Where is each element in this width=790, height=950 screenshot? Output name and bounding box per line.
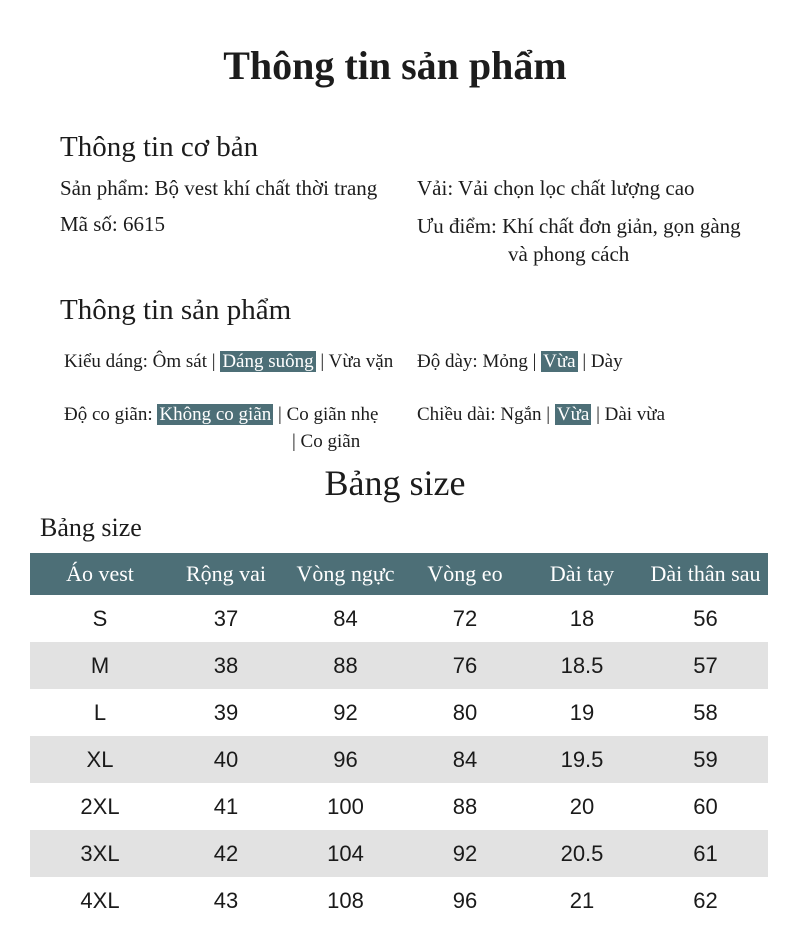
table-cell: 4XL	[80, 887, 120, 913]
table-cell: 100	[327, 793, 364, 819]
table-cell: 20	[569, 793, 595, 819]
fabric-info: Vải: Vải chọn lọc chất lượng cao	[417, 176, 695, 200]
table-cell: 58	[693, 699, 718, 725]
advantage-line-2: và phong cách	[508, 242, 630, 266]
length-label: Chiều dài:	[417, 404, 501, 425]
table-cell: XL	[30, 736, 170, 783]
table-cell: 20.5	[521, 830, 643, 877]
table-cell: 18.5	[521, 642, 643, 689]
length-option-medium: Dài vừa	[604, 404, 666, 425]
separator: |	[315, 351, 329, 372]
style-label: Kiểu dáng:	[64, 351, 153, 372]
style-row	[64, 351, 393, 373]
stretch-option-slight: Co giãn nhẹ	[286, 404, 379, 425]
table-cell: 104	[282, 830, 409, 877]
thickness-option-thick: Dày	[590, 351, 623, 372]
table-cell: 38	[170, 642, 282, 689]
table-cell: 61	[643, 830, 768, 877]
table-cell: 18	[569, 605, 595, 631]
thickness-row	[417, 351, 623, 373]
table-cell: 21	[569, 887, 595, 913]
table-cell: S	[92, 605, 108, 631]
style-option-regular: Vừa vặn	[328, 351, 394, 372]
stretch-label: Độ co giãn:	[64, 404, 158, 425]
header-size: Áo vest	[30, 553, 170, 595]
table-cell: 42	[170, 830, 282, 877]
table-cell: 3XL	[30, 830, 170, 877]
table-cell: 96	[452, 887, 478, 913]
table-cell: 56	[693, 605, 718, 631]
length-option-short: Ngắn	[500, 404, 542, 425]
length-option-selected: Vừa	[556, 404, 590, 425]
table-row	[30, 642, 768, 689]
separator: |	[541, 404, 555, 425]
stretch-row	[64, 404, 378, 426]
size-table	[30, 553, 768, 924]
advantage-line-1: Ưu điểm: Khí chất đơn giản, gọn gàng	[417, 214, 741, 238]
stretch-option-selected: Không co giãn	[159, 404, 272, 425]
product-info-heading: Thông tin sản phẩm	[60, 294, 292, 326]
table-cell: 108	[327, 887, 364, 913]
table-cell: 88	[282, 642, 409, 689]
header-sleeve: Dài tay	[521, 553, 643, 595]
table-cell: 41	[213, 793, 239, 819]
table-cell: 96	[282, 736, 409, 783]
product-code: Mã số: 6615	[60, 212, 165, 236]
table-cell: 19	[569, 699, 595, 725]
table-row	[30, 877, 768, 924]
length-row	[417, 404, 665, 426]
size-chart-heading: Bảng size	[324, 463, 466, 503]
table-row	[30, 783, 768, 830]
table-cell: 19.5	[521, 736, 643, 783]
thickness-option-selected: Vừa	[543, 351, 576, 372]
table-row	[30, 595, 768, 642]
page-title: Thông tin sản phẩm	[223, 43, 567, 88]
separator: |	[527, 351, 542, 372]
stretch-option-stretchy: | Co giãn	[292, 431, 361, 452]
table-cell: 57	[643, 642, 768, 689]
table-cell: L	[93, 699, 107, 725]
table-cell: 62	[693, 887, 718, 913]
table-row	[30, 689, 768, 736]
table-cell: 72	[452, 605, 478, 631]
product-name: Sản phẩm: Bộ vest khí chất thời trang	[60, 176, 378, 200]
table-cell: M	[30, 642, 170, 689]
table-cell: 80	[452, 699, 478, 725]
table-row	[30, 830, 768, 877]
separator: |	[273, 404, 287, 425]
table-cell: 40	[170, 736, 282, 783]
table-cell: 84	[333, 605, 358, 631]
table-cell: 92	[333, 699, 358, 725]
table-cell: 43	[213, 887, 239, 913]
style-option-fitted: Ôm sát	[152, 351, 208, 372]
thickness-label: Độ dày:	[417, 351, 483, 372]
thickness-option-thin: Mỏng	[482, 351, 528, 372]
table-cell: 2XL	[80, 793, 120, 819]
style-option-selected: Dáng suông	[222, 351, 314, 372]
size-chart-label: Bảng size	[40, 513, 142, 542]
basic-info-heading: Thông tin cơ bản	[60, 131, 259, 163]
separator: |	[207, 351, 221, 372]
header-shoulder: Rộng vai	[170, 553, 282, 595]
header-back-length: Dài thân sau	[643, 553, 768, 595]
table-cell: 59	[643, 736, 768, 783]
table-cell: 84	[409, 736, 521, 783]
separator: |	[577, 351, 591, 372]
table-cell: 76	[409, 642, 521, 689]
header-chest: Vòng ngực	[282, 553, 409, 595]
header-waist: Vòng eo	[409, 553, 521, 595]
separator: |	[591, 404, 605, 425]
table-row	[30, 736, 768, 783]
table-header-row	[30, 553, 768, 595]
table-cell: 39	[213, 699, 239, 725]
table-cell: 37	[213, 605, 239, 631]
table-cell: 60	[693, 793, 718, 819]
table-cell: 92	[409, 830, 521, 877]
table-cell: 88	[452, 793, 478, 819]
